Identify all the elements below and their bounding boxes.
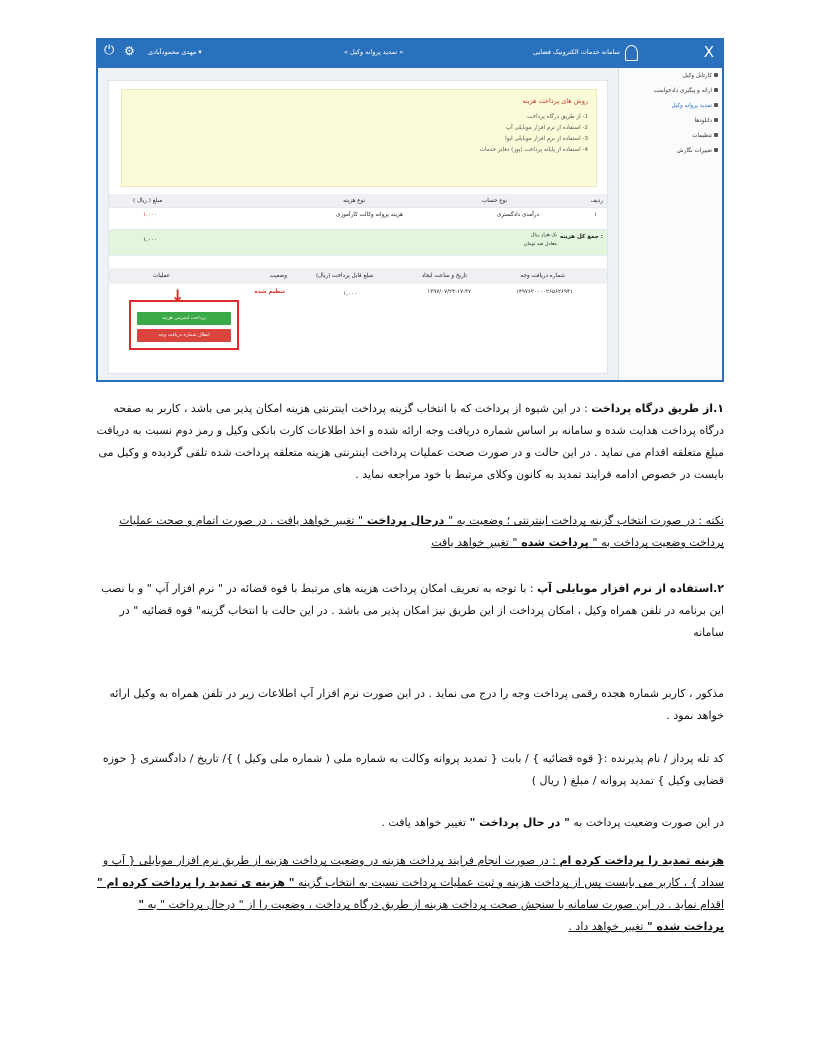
- fee-total-row: [109, 230, 607, 256]
- total-words: یک هزار ریال: [530, 233, 557, 238]
- fee-table: [109, 194, 607, 256]
- judiciary-logo-icon: [625, 45, 638, 61]
- col-datetime: تاریخ و ساعت ایجاد: [421, 273, 467, 279]
- created-datetime: ۱۳۹۷/۰۷/۲۴-۱۷:۳۷: [427, 289, 471, 295]
- paragraph-gateway: [96, 398, 724, 486]
- petition-icon: [714, 88, 718, 92]
- sidebar-item-version-changes[interactable]: تغییرات نگارش: [619, 143, 722, 158]
- page-title: « تمدید پروانه وکیل »: [344, 48, 404, 56]
- settings-icon: [714, 133, 718, 137]
- payment-method-item: 2- استفاده از نرم افزار موبایلی آپ: [505, 125, 588, 131]
- payment-table-header: [109, 268, 607, 284]
- arrow-down-icon: ↓: [171, 286, 185, 305]
- fee-table-header: [109, 194, 607, 208]
- user-menu[interactable]: مهدی محمودآبادی ▾: [148, 48, 202, 56]
- para-body: : در این شیوه از پرداخت که با انتخاب گزینه پرداخت اینترنتی هزینه امکان پذیر می باشد ، کاربر به صفحه درگاه پرداخت هدایت شده و سامانه بر اساس شماره دریافت وجه ارائه شده و اخذ اطلاعات کارت بانکی وکیل و رمز دوم نسبت به دریافت مبلغ متعلقه اقدام می نماید . در این حالت و در صورت صحت عملیات پرداخت اینترنتی هزینه متعلقه پرداخت شده تلقی گردیده و وکیل می بایست در خصوص ادامه فرایند تمدید به کانون وکلای مرتبط با خود مراجعه نماید .: [96, 402, 724, 481]
- payment-method-item: 1- از طریق درگاه پرداخت: [527, 114, 588, 120]
- cancel-receipt-button[interactable]: ابطال شماره دریافت وجه: [137, 329, 231, 342]
- payment-methods-box: [121, 89, 597, 187]
- sidebar-item-lawyer-cartable[interactable]: کارتابل وکیل: [619, 68, 722, 83]
- col-payable: مبلغ قابل پرداخت (ریال): [315, 273, 373, 279]
- para-heading: از طریق درگاه پرداخت: [591, 402, 714, 415]
- main-panel: [108, 80, 608, 374]
- fee-type: هزینه پروانه وکالت کارآموزی: [336, 212, 403, 218]
- table-row: [109, 284, 607, 360]
- col-account-type: نوع حساب: [482, 198, 507, 204]
- paragraph-already-paid: هزینه تمدید را پرداخت کرده ام : در صورت انجام فرایند پرداخت هزینه در وضعیت پرداخت هزینه از طریق نرم افزار موبایلی { آپ و سداد } ، کاربر می بایست پس از پرداخت هزینه و ثبت عملیات پرداخت نسبت به انتخاب گزینه " هزینه ی تمدید را پرداخت کرده ام " اقدام نماید . در این صورت سامانه با سنجش صحت پرداخت هزینه از طریق درگاه پرداخت ، وضعیت را از " درحال پرداخت " به " پرداخت شده " تغییر خواهد داد .: [96, 854, 724, 933]
- note-paragraph: نکته : در صورت انتخاب گزینه پرداخت اینترنتی ؛ وضعیت به " درحال پرداخت " تغییر خواهد یافت . در صورت اتمام و صحت عملیات پرداخت وضعیت پرداخت به " پرداخت شده " تغییر خواهد یافت: [119, 514, 724, 549]
- payment-method-item: 3- استفاده از نرم افزار موبایلی ایوا: [505, 136, 588, 142]
- para-body: : با توجه به تعریف امکان پرداخت هزینه های مرتبط با قوه قضائه در " نرم افزار آپ " و با نصب این برنامه در تلفن همراه وکیل ، امکان پرداخت از این طریق نیز امکان پذیر می باشد . در این حالت با انتخاب گزینه" قوه قضائیه " در سامانه: [101, 582, 724, 639]
- status-in-payment: درحال پرداخت: [363, 514, 449, 527]
- row-number: ۱: [593, 212, 597, 218]
- fee-amount: ۱,۰۰۰: [143, 212, 157, 218]
- close-icon[interactable]: X: [703, 43, 714, 61]
- home-icon: [714, 73, 718, 77]
- sidebar-item-settings[interactable]: تنظیمات: [619, 128, 722, 143]
- total-words-toman: معادل صد تومان: [524, 242, 557, 247]
- sidebar-item-downloads[interactable]: دانلودها: [619, 113, 722, 128]
- power-icon[interactable]: ⏻: [104, 43, 115, 58]
- payment-method-item: 4- استفاده از پایانه پرداخت (پوز) دفاتر خدمات: [479, 147, 588, 153]
- sidebar-item-license-renewal[interactable]: تمدید پروانه وکیل: [619, 98, 722, 113]
- paragraph-status-change: در این صورت وضعیت پرداخت به " در حال پرداخت " تغییر خواهد یافت .: [381, 816, 724, 829]
- tracking-number: ۱۴۹۷۶۲۰۰۰۰۲۶۵۶۲۶۹۴۱: [515, 289, 573, 295]
- para-number: ۲.: [713, 582, 724, 595]
- para-heading: استفاده از نرم افزار موبایلی آپ: [537, 582, 714, 595]
- col-status: وضعیت: [269, 273, 287, 279]
- download-icon: [714, 118, 718, 122]
- app-screenshot: [96, 38, 724, 382]
- table-row: [109, 208, 607, 230]
- col-tracking-number: شماره دریافت وجه: [520, 273, 565, 279]
- para-number: ۱.: [713, 402, 724, 415]
- account-type: درآمدی دادگستری: [496, 212, 539, 218]
- payment-table: [109, 268, 607, 360]
- paragraph-ap-details: مذکور ، کاربر شماره هجده رقمی پرداخت وجه را درج می نماید . در این صورت نرم افزار آپ اطلاعات زیر در تلفن همراه به وکیل ارائه خواهد نمود .: [109, 687, 724, 722]
- total-amount: ۱,۰۰۰: [143, 237, 157, 243]
- gear-icon[interactable]: ⚙: [124, 44, 135, 58]
- col-actions: عملیات: [153, 273, 171, 279]
- para-heading: هزینه تمدید را پرداخت کرده ام: [559, 854, 724, 867]
- pencil-icon: [714, 148, 718, 152]
- status-paid: پرداخت شده: [517, 536, 593, 549]
- total-label: جمع کل هزینه :: [559, 234, 603, 240]
- paragraph-ap-fields: کد تله پرداز / نام پذیرنده :{ قوه قضائیه } / بابت { تمدید پروانه وکالت به شماره ملی ( شماره ملی وکیل ) }/ تاریخ / دادگستری { حوزه قضایی وکیل } تمدید پروانه / مبلغ ( ریال ): [102, 752, 724, 787]
- col-amount: مبلغ ( ریال ): [133, 198, 163, 204]
- app-title: سامانه خدمات الکترونیک قضایی: [533, 48, 620, 56]
- status-badge: تنظیم شده: [254, 289, 285, 295]
- col-fee-type: نوع هزینه: [343, 198, 365, 204]
- payable-amount: ۱,۰۰۰: [343, 291, 357, 297]
- col-row: ردیف: [590, 198, 603, 204]
- sidebar-item-petition[interactable]: ارائه و پیگیری دادخواست: [619, 83, 722, 98]
- paragraph-ap-app: [96, 578, 724, 644]
- top-bar: [98, 40, 722, 68]
- sidebar: [618, 68, 722, 382]
- renewal-icon: [714, 103, 718, 107]
- payment-methods-title: روش های پرداخت هزینه: [522, 97, 588, 105]
- actions-highlight-box: [129, 286, 239, 350]
- online-payment-button[interactable]: پرداخت اینترنتی هزینه: [137, 312, 231, 325]
